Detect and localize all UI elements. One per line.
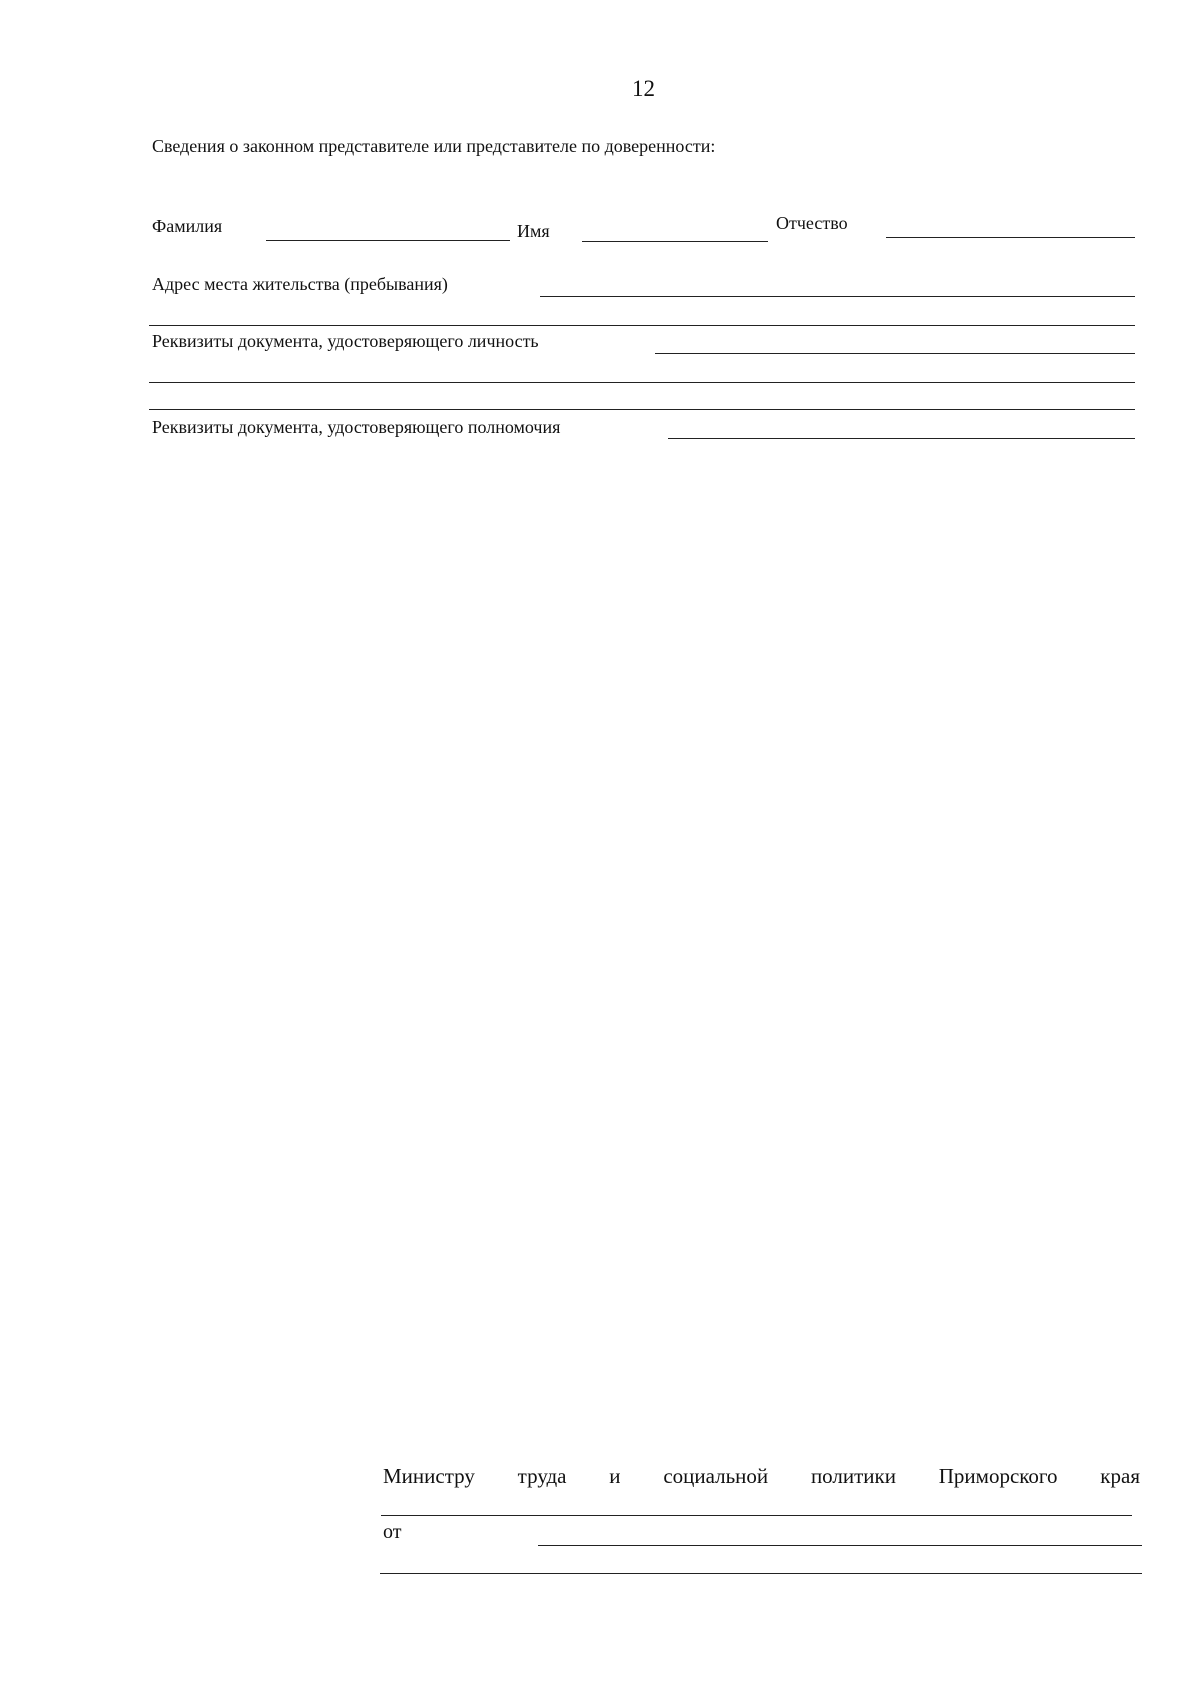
surname-label: Фамилия [152,216,223,236]
identity-document-continuation-line-2[interactable] [149,409,1135,410]
addressee-word: политики [810,1464,896,1488]
authority-document-field-line[interactable] [668,438,1135,439]
addressee-underline[interactable] [381,1515,1132,1516]
authority-document-label: Реквизиты документа, удостоверяющего полномочия [152,417,561,437]
addressee-word: Министру [383,1464,475,1488]
from-label: от [383,1521,402,1543]
addressee-word: края [1100,1464,1140,1488]
surname-field-line[interactable] [266,240,510,241]
addressee-word: и [609,1464,621,1488]
from-field-line[interactable] [538,1545,1142,1546]
page-number: 12 [632,76,655,101]
identity-document-label: Реквизиты документа, удостоверяющего личность [152,331,539,351]
from-continuation-line[interactable] [380,1573,1142,1574]
address-label: Адрес места жительства (пребывания) [152,274,448,294]
patronymic-field-line[interactable] [886,237,1135,238]
addressee-word: Приморского [938,1464,1058,1488]
address-continuation-line[interactable] [149,325,1135,326]
name-field-line[interactable] [582,241,768,242]
identity-document-field-line[interactable] [655,353,1135,354]
patronymic-label: Отчество [776,213,848,233]
addressee-word: труда [517,1464,567,1488]
addressee-word: социальной [663,1464,769,1488]
address-field-line[interactable] [540,296,1135,297]
addressee-line [383,1463,1140,1489]
name-label: Имя [517,221,550,241]
identity-document-continuation-line-1[interactable] [149,382,1135,383]
representative-heading: Сведения о законном представителе или представителе по доверенности: [152,136,716,156]
